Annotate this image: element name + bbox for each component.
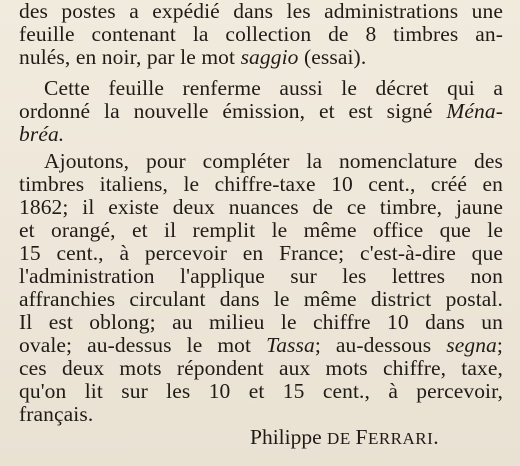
text-span: l'administration l'applique sur les lettres non — [19, 264, 503, 288]
signature-rest: ERRARI — [367, 429, 434, 448]
italic-word: Tassa — [266, 333, 315, 357]
text-line — [44, 77, 503, 100]
text-span: qu'on lit sur les 10 et 15 cent., à percevoir, — [19, 379, 503, 403]
text-span: timbres italiens, le chiffre-taxe 10 cent., créé en — [19, 172, 503, 196]
text-span: feuille contenant la collection de 8 timbres an- — [19, 22, 503, 46]
text-span: français. — [19, 402, 94, 426]
text-line — [19, 46, 366, 69]
text-span: affranchies circulant dans le même district postal. — [19, 287, 503, 311]
text-span: Cette feuille renferme aussi le décret qui a — [44, 76, 503, 100]
signature-first-name: Philippe — [250, 425, 328, 449]
author-signature — [250, 426, 439, 450]
text-line — [19, 23, 503, 46]
signature-surname — [327, 425, 434, 449]
text-span: ; au-dessous — [314, 333, 447, 357]
text-span: Ajoutons, pour compléter la nomenclature des — [44, 149, 503, 173]
italic-word: bréa. — [19, 122, 65, 146]
text-span: ovale; au-dessus le mot — [19, 333, 267, 357]
italic-word: segna — [446, 333, 497, 357]
text-line — [19, 100, 503, 123]
text-span: des postes a expédié dans les administrations une — [19, 0, 503, 23]
text-line — [19, 288, 503, 311]
text-span: (essai). — [298, 45, 367, 69]
italic-word: saggio — [240, 45, 299, 69]
text-line — [19, 357, 503, 380]
italic-word: Ména- — [446, 99, 503, 123]
signature-period: . — [433, 425, 439, 449]
text-line — [19, 0, 503, 23]
text-span: et orangé, et il remplit le même office que le — [19, 218, 503, 242]
text-line — [19, 311, 503, 334]
signature-particle: DE — [327, 429, 351, 448]
signature-initial: F — [355, 425, 368, 449]
text-span: nulés, en noir, par le mot — [19, 45, 241, 69]
text-line — [19, 334, 503, 357]
text-line — [19, 219, 503, 242]
text-span: ; — [496, 333, 503, 357]
text-span: Il est oblong; au milieu le chiffre 10 dans un — [19, 310, 503, 334]
text-line — [19, 173, 503, 196]
text-span: ordonné la nouvelle émission, et est signé — [19, 99, 447, 123]
text-span: 1862; il existe deux nuances de ce timbre, jaune — [19, 195, 503, 219]
text-span: 15 cent., à percevoir en France; c'est-à-dire que — [19, 241, 503, 265]
text-span: ces deux mots répondent aux mots chiffre, taxe, — [19, 356, 503, 380]
text-line — [19, 242, 503, 265]
text-line — [19, 403, 93, 426]
text-line — [19, 123, 64, 146]
text-line — [19, 265, 503, 288]
text-line — [19, 196, 503, 219]
text-line — [44, 150, 503, 173]
text-line — [19, 380, 503, 403]
